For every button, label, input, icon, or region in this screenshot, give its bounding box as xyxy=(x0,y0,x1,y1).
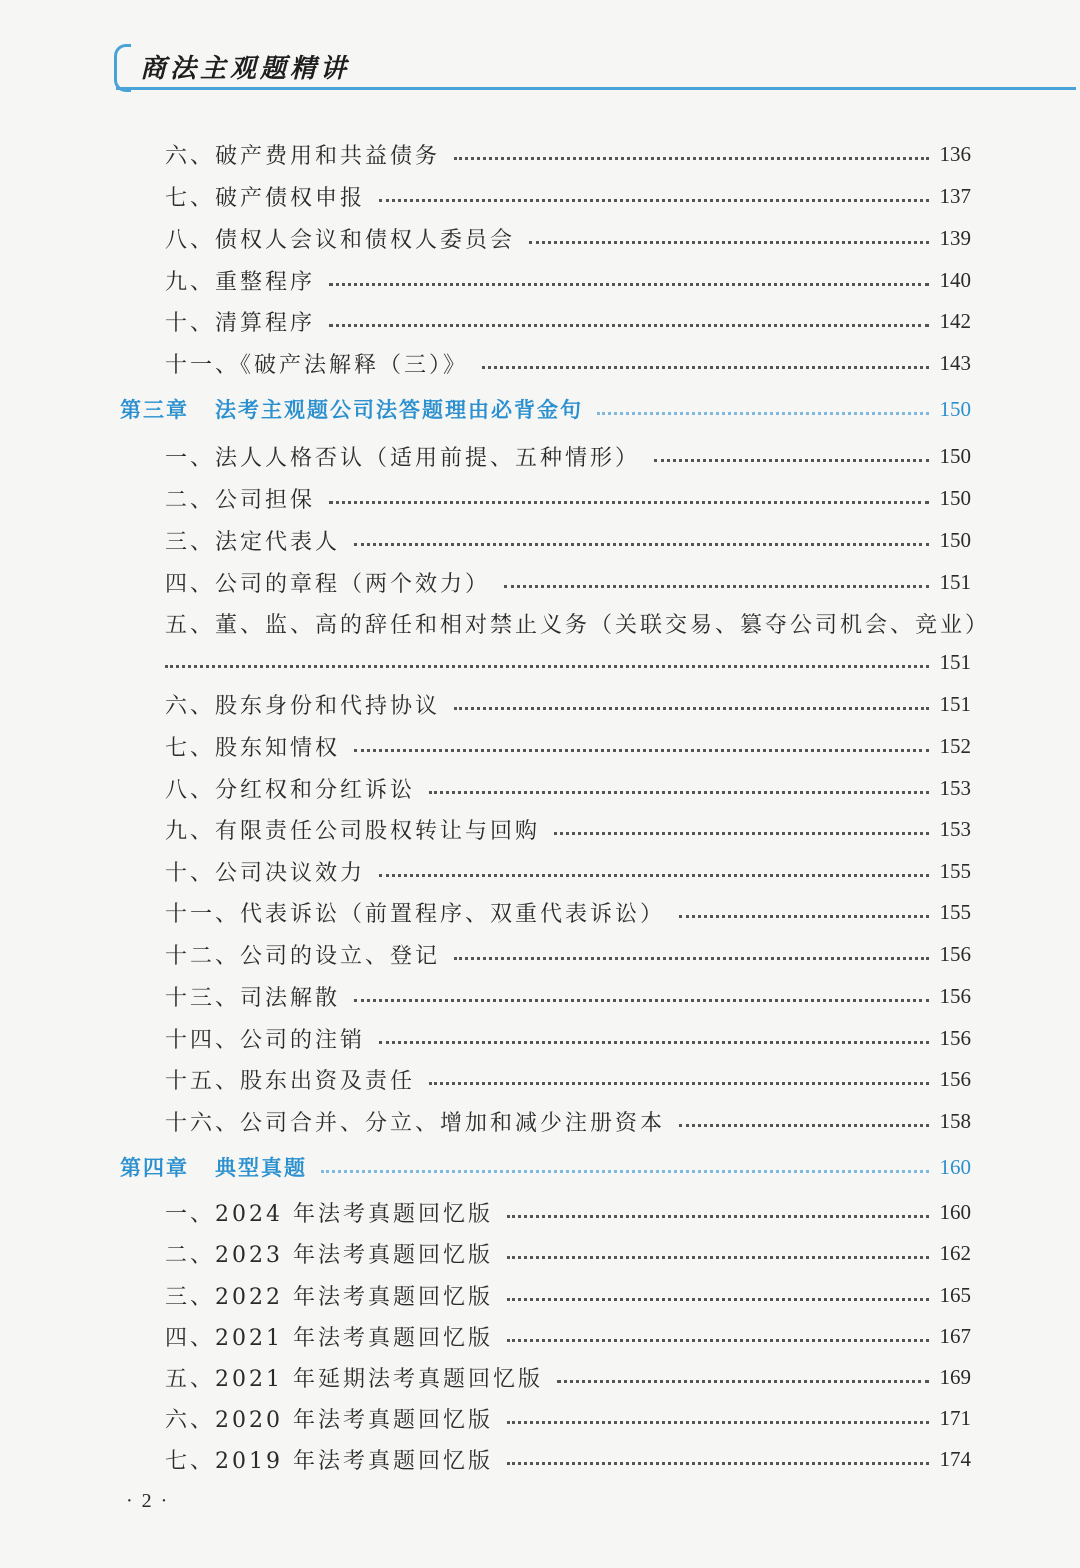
toc-entry[interactable]: 六、2020 年法考真题回忆版 171 xyxy=(165,1405,971,1433)
toc-entry[interactable]: 六、股东身份和代持协议 151 xyxy=(165,691,971,719)
page-number: 136 xyxy=(939,141,971,166)
page-number: 160 xyxy=(939,1199,971,1224)
page-number: 174 xyxy=(939,1446,971,1471)
toc-entry[interactable]: 七、股东知情权 152 xyxy=(165,733,971,761)
leader-dots xyxy=(379,199,929,202)
toc-entry[interactable]: 十三、司法解散 156 xyxy=(165,983,971,1011)
page-number: 150 xyxy=(939,396,971,421)
leader-dots xyxy=(679,915,929,918)
toc-entry[interactable]: 六、破产费用和共益债务 136 xyxy=(165,141,971,169)
toc-entry[interactable]: 十六、公司合并、分立、增加和减少注册资本 158 xyxy=(165,1108,971,1136)
toc-entry[interactable]: 七、2019 年法考真题回忆版 174 xyxy=(165,1446,971,1474)
page-number: 156 xyxy=(939,983,971,1008)
leader-dots xyxy=(454,707,929,710)
toc-entry[interactable]: 十、公司决议效力 155 xyxy=(165,858,971,886)
toc-entry-wrapped[interactable]: 五、董、监、高的辞任和相对禁止义务（关联交易、篡夺公司机会、竞业） xyxy=(165,612,991,638)
page-number: 150 xyxy=(939,443,971,468)
toc-entry[interactable]: 九、有限责任公司股权转让与回购 153 xyxy=(165,816,971,844)
leader-dots xyxy=(354,543,929,546)
page-number: 169 xyxy=(939,1364,971,1389)
toc-entry[interactable]: 十一、代表诉讼（前置程序、双重代表诉讼） 155 xyxy=(165,899,971,927)
page-number: 167 xyxy=(939,1323,971,1348)
leader-dots xyxy=(597,412,929,415)
leader-dots xyxy=(321,1170,929,1173)
toc-entry[interactable]: 一、2024 年法考真题回忆版 160 xyxy=(165,1199,971,1227)
leader-dots xyxy=(329,283,929,286)
toc-entry[interactable]: 四、2021 年法考真题回忆版 167 xyxy=(165,1323,971,1351)
page-number: 151 xyxy=(939,649,971,674)
leader-dots xyxy=(354,999,929,1002)
toc-entry[interactable]: 一、法人人格否认（适用前提、五种情形） 150 xyxy=(165,443,971,471)
page-number: 153 xyxy=(939,816,971,841)
page-number: 152 xyxy=(939,733,971,758)
toc-entry[interactable]: 九、重整程序 140 xyxy=(165,267,971,295)
toc-entry[interactable]: 十五、股东出资及责任 156 xyxy=(165,1066,971,1094)
page-number: 156 xyxy=(939,941,971,966)
chapter-number: 第三章 xyxy=(120,398,189,422)
toc-entry[interactable]: 三、2022 年法考真题回忆版 165 xyxy=(165,1282,971,1310)
leader-dots xyxy=(165,665,929,668)
leader-dots xyxy=(507,1421,929,1424)
page-number: 155 xyxy=(939,858,971,883)
leader-dots xyxy=(507,1462,929,1465)
leader-dots xyxy=(507,1298,929,1301)
page-number: 137 xyxy=(939,183,971,208)
leader-dots xyxy=(654,459,929,462)
book-title: 商法主观题精讲 xyxy=(140,54,351,84)
leader-dots xyxy=(429,1082,929,1085)
toc-entry[interactable]: 八、债权人会议和债权人委员会 139 xyxy=(165,225,971,253)
leader-dots xyxy=(454,157,929,160)
toc-entry[interactable]: 十一、《破产法解释（三）》 143 xyxy=(165,350,971,378)
page-number: 156 xyxy=(939,1066,971,1091)
toc-entry[interactable]: 四、公司的章程（两个效力） 151 xyxy=(165,569,971,597)
leader-dots xyxy=(329,501,929,504)
page-number: 151 xyxy=(939,691,971,716)
leader-dots xyxy=(529,241,929,244)
page-number: 160 xyxy=(939,1154,971,1179)
chapter-number: 第四章 xyxy=(120,1156,189,1180)
leader-dots xyxy=(557,1380,929,1383)
toc-entry[interactable]: 五、2021 年延期法考真题回忆版 169 xyxy=(165,1364,971,1392)
page-number: 165 xyxy=(939,1282,971,1307)
page-number: 162 xyxy=(939,1240,971,1265)
page-number: 153 xyxy=(939,775,971,800)
toc-entry[interactable]: 三、法定代表人 150 xyxy=(165,527,971,555)
toc-chapter-heading[interactable]: 第四章 典型真题 160 xyxy=(120,1149,971,1185)
toc-entry[interactable]: 七、破产债权申报 137 xyxy=(165,183,971,211)
toc-chapter-heading[interactable]: 第三章 法考主观题公司法答题理由必背金句 150 xyxy=(120,391,971,427)
page-number: 171 xyxy=(939,1405,971,1430)
page-number: 156 xyxy=(939,1025,971,1050)
leader-dots xyxy=(354,749,929,752)
page-number: 140 xyxy=(939,267,971,292)
toc-entry[interactable]: 二、公司担保 150 xyxy=(165,485,971,513)
page-number: 151 xyxy=(939,569,971,594)
toc-entry[interactable]: 十四、公司的注销 156 xyxy=(165,1025,971,1053)
page-number: 150 xyxy=(939,527,971,552)
leader-dots xyxy=(507,1339,929,1342)
toc-entry[interactable]: 十、清算程序 142 xyxy=(165,308,971,336)
page-number: 143 xyxy=(939,350,971,375)
toc-entry[interactable]: 十二、公司的设立、登记 156 xyxy=(165,941,971,969)
leader-dots xyxy=(554,832,929,835)
leader-dots xyxy=(379,1041,929,1044)
leader-dots xyxy=(329,324,929,327)
toc-entry-continuation[interactable] xyxy=(165,644,971,680)
page-number: 139 xyxy=(939,225,971,250)
leader-dots xyxy=(679,1124,929,1127)
leader-dots xyxy=(507,1256,929,1259)
page-number: 155 xyxy=(939,899,971,924)
leader-dots xyxy=(429,791,929,794)
leader-dots xyxy=(454,957,929,960)
page-number: 150 xyxy=(939,485,971,510)
leader-dots xyxy=(507,1215,929,1218)
toc-entry[interactable]: 二、2023 年法考真题回忆版 162 xyxy=(165,1240,971,1268)
leader-dots xyxy=(482,366,929,369)
leader-dots xyxy=(379,874,929,877)
page-number: 158 xyxy=(939,1108,971,1133)
folio-page-number: · 2 · xyxy=(126,1490,170,1512)
toc-entry[interactable]: 八、分红权和分红诉讼 153 xyxy=(165,775,971,803)
page-number: 142 xyxy=(939,308,971,333)
leader-dots xyxy=(504,585,929,588)
